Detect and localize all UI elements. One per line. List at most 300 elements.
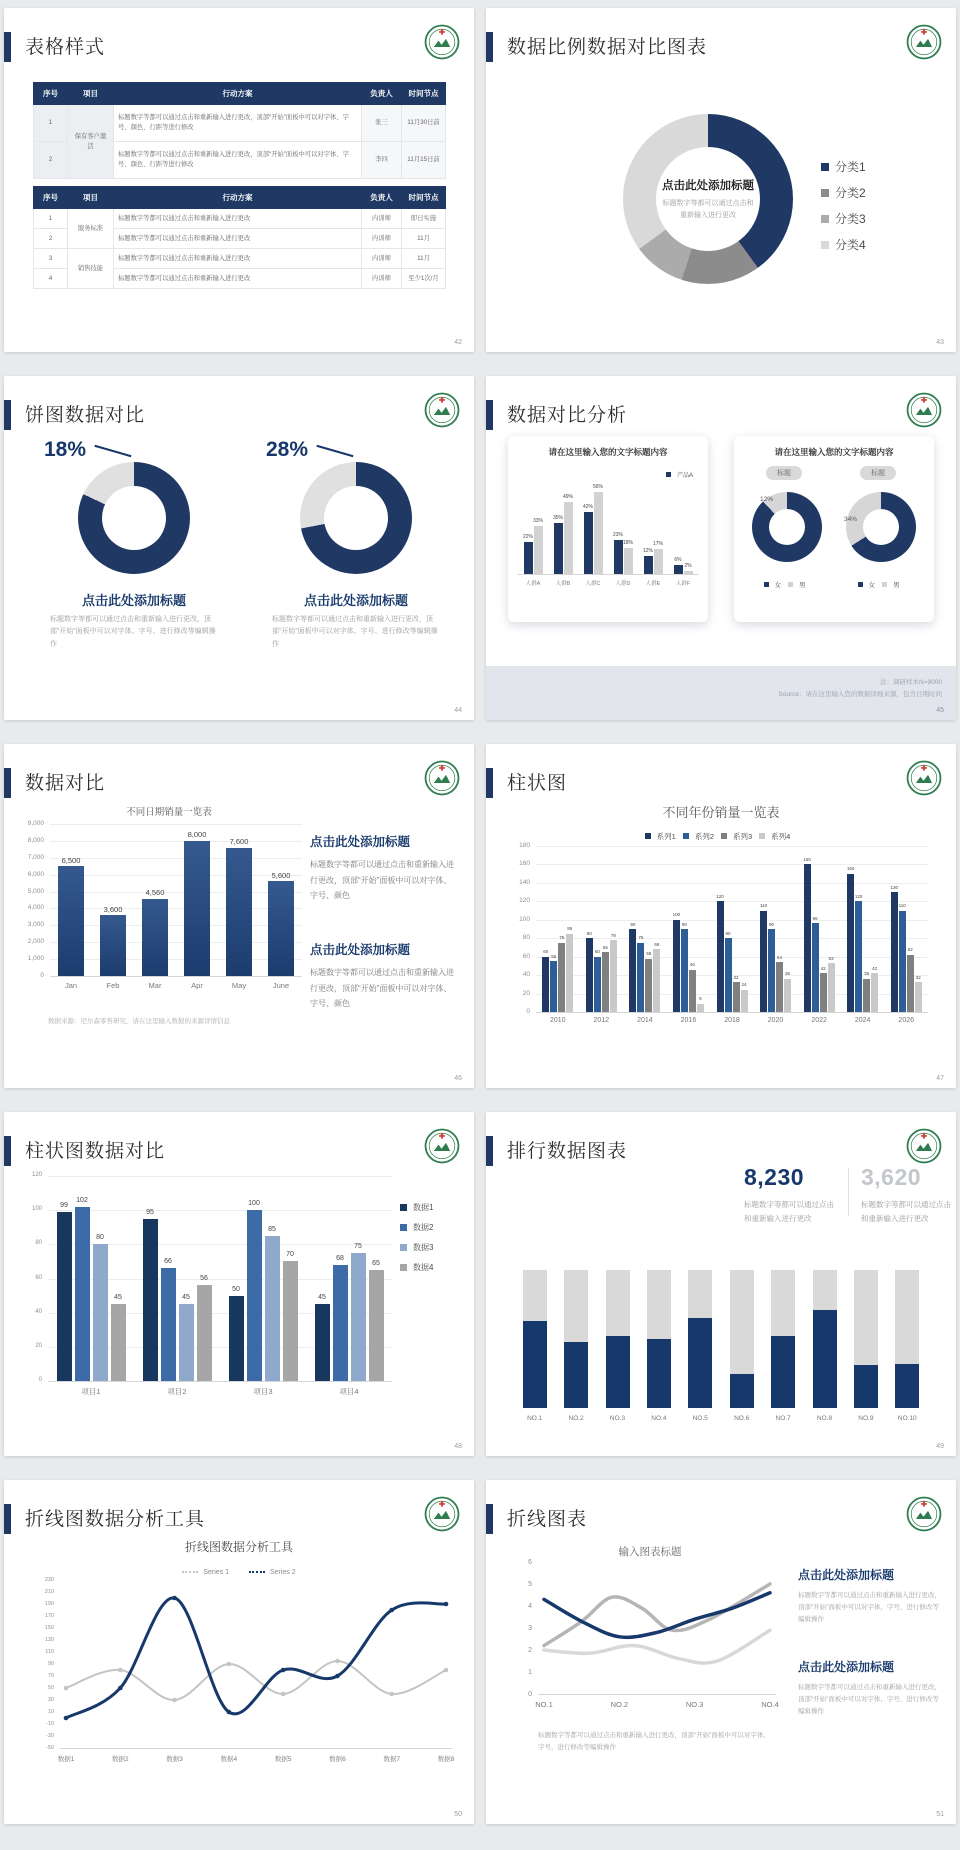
- data-point-marker: [389, 1692, 394, 1697]
- legend-item: [400, 1242, 433, 1253]
- bar: [717, 901, 724, 1012]
- action-plan-table-2: [33, 186, 446, 289]
- bar-value-label: 17%: [652, 541, 663, 548]
- line-series: [544, 1593, 770, 1638]
- cell-plan: 标题数字等都可以通过点击和重新输入进行更改，顶部“开始”面板中可以对字体、字号、颜色、行距等进行修改: [114, 142, 362, 179]
- bar-value-label: 85: [268, 1225, 276, 1233]
- bar: [229, 1296, 244, 1381]
- pct-callout-label: 18%: [44, 438, 87, 461]
- callout-line: [95, 445, 132, 457]
- bar-value-label: 50: [232, 1285, 240, 1293]
- bar-value-label: 8,000: [187, 830, 207, 840]
- note-line-1: 注：调研样本N=9000: [880, 679, 942, 686]
- donut-card: [734, 436, 934, 622]
- y-axis-label: -10: [46, 1720, 54, 1727]
- data-point-marker: [64, 1716, 69, 1721]
- legend-label: 分类1: [835, 160, 866, 174]
- bar-value-label: 80: [725, 930, 731, 936]
- bar-filled: [688, 1318, 712, 1408]
- legend-marker: [645, 833, 651, 839]
- slide-45-data-analysis[interactable]: [486, 376, 956, 720]
- page-number: 44: [454, 707, 462, 714]
- data-point-marker: [118, 1686, 123, 1691]
- bar-value-label: 65: [602, 944, 608, 950]
- gridline: [50, 959, 302, 960]
- bar: [542, 957, 549, 1012]
- slide-47-column-chart[interactable]: [486, 744, 956, 1088]
- page-number: 51: [936, 1811, 944, 1818]
- gridline: [48, 1210, 392, 1211]
- axis-baseline: [48, 1381, 392, 1382]
- bar-value-label: 78: [610, 932, 616, 938]
- bar: [610, 940, 617, 1012]
- cell-time: 11月15日前: [402, 142, 446, 179]
- column-header: 项目: [68, 187, 114, 209]
- donut-hole: [102, 486, 166, 550]
- axis-baseline: [538, 1694, 776, 1695]
- legend-item: [182, 1569, 229, 1576]
- x-axis-label: 人群E: [645, 581, 661, 587]
- x-axis-label: 人群C: [585, 581, 601, 587]
- donut-description: 标题数字等都可以通过点击和重新输入进行更改，顶部“开始”面板中可以对字体、字号、进行修改等编辑操作: [272, 616, 438, 648]
- y-axis-label: 0: [40, 972, 44, 979]
- bar-value-label: 3,600: [103, 904, 123, 914]
- page-number: 49: [936, 1443, 944, 1450]
- slide-50-line-analysis[interactable]: [4, 1480, 474, 1824]
- bar-value-label: 160: [803, 856, 811, 862]
- bar-value-label: 99: [60, 1201, 68, 1209]
- data-point-marker: [389, 1608, 394, 1613]
- bar: [681, 929, 688, 1012]
- cell-plan: 标题数字等都可以通过点击和重新输入进行更改: [114, 249, 362, 269]
- bar-value-label: 68: [654, 941, 660, 947]
- bar: [915, 982, 922, 1012]
- y-axis-label: 190: [44, 1600, 54, 1607]
- legend-label: 分类4: [835, 238, 866, 252]
- slide-title: 表格样式: [25, 37, 106, 58]
- note-line-2: Source：请在这里输入您的数据详细来源，包含日期时间: [778, 691, 942, 699]
- y-axis-label: 2: [528, 1646, 532, 1654]
- y-axis-label: 2,000: [27, 938, 44, 946]
- x-axis-label: 2016: [680, 1017, 697, 1024]
- slide-51-line-chart[interactable]: [486, 1480, 956, 1824]
- donut-caption: 点击此处添加标题: [81, 593, 186, 608]
- bar-value-label: 6,500: [61, 855, 81, 865]
- slide-42-table-style[interactable]: [4, 8, 474, 352]
- gridline: [536, 920, 928, 921]
- donut-hole: [863, 509, 899, 545]
- axis-baseline: [536, 1012, 928, 1013]
- y-axis-label: 6,000: [27, 870, 44, 878]
- y-axis-label: 100: [519, 915, 530, 923]
- stats-panel: [744, 1164, 953, 1226]
- stat-value: 3,620: [861, 1164, 922, 1190]
- bar-filled: [730, 1374, 754, 1409]
- pill-label: 标题: [766, 466, 802, 480]
- card-legend: [666, 464, 700, 488]
- bar-filled: [854, 1365, 878, 1408]
- y-axis-label: -50: [46, 1744, 54, 1751]
- bar-value-label: 7,600: [229, 837, 249, 847]
- x-axis-label: 2024: [854, 1017, 871, 1024]
- bar: [820, 973, 827, 1012]
- y-axis-label: 80: [522, 934, 530, 942]
- bar-value-label: 90: [681, 921, 687, 927]
- gridline: [536, 864, 928, 865]
- slide-46-data-compare[interactable]: [4, 744, 474, 1088]
- gridline: [536, 883, 928, 884]
- bar: [179, 1304, 194, 1381]
- block-heading: 点击此处添加标题: [798, 1660, 895, 1674]
- bar-value-label: 45: [182, 1294, 190, 1302]
- bar-value-label: 45: [318, 1294, 326, 1302]
- legend-label: 产品A: [676, 473, 693, 479]
- legend-item: [882, 580, 900, 589]
- bar-filled: [564, 1342, 588, 1408]
- bar-value-label: 18%: [622, 539, 633, 546]
- bar-value-label: 36: [864, 971, 870, 977]
- legend-marker: [666, 472, 671, 477]
- bar-value-label: 70: [286, 1251, 294, 1259]
- donut-legend: [821, 158, 873, 262]
- legend-item: [400, 1222, 433, 1233]
- slide-title: 折线图表: [507, 1509, 588, 1530]
- x-axis-label: NO.7: [775, 1415, 791, 1422]
- donut-segment-label: 12%: [760, 496, 774, 503]
- title-accent-bar: [486, 1504, 493, 1534]
- cell-no: 2: [34, 229, 68, 249]
- data-point-marker: [281, 1692, 286, 1697]
- legend-item: [759, 831, 790, 842]
- x-axis-label: NO.3: [685, 1700, 704, 1709]
- x-axis-label: 2010: [549, 1017, 566, 1024]
- bar-value-label: 130: [890, 884, 898, 890]
- y-axis-label: 160: [519, 860, 530, 868]
- gridline: [536, 938, 928, 939]
- bar-value-label: 75: [638, 935, 644, 941]
- block-body: 标题数字等都可以通过点击和重新输入进行更改，顶部“开始”面板中可以对字体、字号，进行修改等编辑操作: [798, 1684, 941, 1716]
- cell-owner: 内训师: [362, 209, 402, 229]
- x-axis-label: 数据3: [166, 1756, 183, 1763]
- x-axis-label: 数据2: [111, 1756, 129, 1763]
- bar-value-label: 42%: [582, 504, 593, 511]
- legend-label: 男: [893, 582, 900, 589]
- bar: [197, 1285, 212, 1381]
- title-accent-bar: [4, 1504, 11, 1534]
- y-axis-label: 120: [31, 1172, 42, 1178]
- x-axis-label: 人群A: [525, 581, 541, 587]
- donut-chart-left: [78, 462, 190, 574]
- data-point-marker: [335, 1659, 340, 1664]
- legend-label: 女: [774, 582, 781, 589]
- y-axis-label: 4: [528, 1602, 532, 1610]
- bar: [333, 1265, 348, 1381]
- legend-marker: [788, 582, 793, 587]
- bar: [689, 970, 696, 1012]
- gridline: [50, 925, 302, 926]
- y-axis-label: 8,000: [27, 836, 44, 844]
- bar-filled: [523, 1321, 547, 1408]
- slide-title: 饼图数据对比: [25, 405, 146, 426]
- x-axis-label: 2014: [637, 1017, 653, 1024]
- column-header: 负责人: [362, 83, 402, 105]
- gridline: [50, 908, 302, 909]
- org-logo: [906, 760, 942, 796]
- slide-44-pie-compare[interactable]: [4, 376, 474, 720]
- cell-plan: 标题数字等都可以通过点击和重新输入进行更改，顶部“开始”面板中可以对字体、字号、颜色、行距等进行修改: [114, 105, 362, 142]
- donut-chart: [623, 114, 793, 284]
- gender-legend: [756, 574, 820, 598]
- legend-marker: [764, 582, 769, 587]
- bar-value-label: 120: [854, 893, 863, 899]
- page-number: 48: [454, 1443, 462, 1450]
- slide-title: 数据对比分析: [507, 405, 628, 426]
- stat-value: 8,230: [744, 1164, 805, 1190]
- chart-title: 不同日期销量一览表: [126, 807, 212, 818]
- x-axis-label: 2020: [767, 1017, 784, 1024]
- org-logo: [906, 392, 942, 428]
- bar-card: [508, 436, 708, 622]
- y-axis-label: 0: [526, 1008, 530, 1015]
- x-axis-label: 数据7: [383, 1756, 401, 1763]
- x-axis-label: June: [272, 981, 290, 990]
- source-note-band: [486, 666, 956, 720]
- block-body: 标题数字等都可以通过点击和重新输入进行更改，顶部“开始”面板中可以对字体、字号、颜色: [310, 860, 454, 901]
- bar-filled: [895, 1364, 919, 1408]
- bar: [161, 1268, 176, 1381]
- table-header-row: [34, 83, 446, 105]
- gridline: [48, 1176, 392, 1177]
- table-header-row: [34, 187, 446, 209]
- bar-value-label: 45: [114, 1294, 122, 1302]
- y-axis-label: 50: [47, 1684, 54, 1691]
- column-header: 序号: [34, 187, 68, 209]
- bar: [776, 962, 783, 1012]
- cell-project: 销售技能: [68, 249, 114, 289]
- y-axis-label: 3: [528, 1624, 532, 1632]
- cell-project: 服务标准: [68, 209, 114, 249]
- legend-item: [821, 210, 866, 227]
- bar-value-label: 12%: [642, 548, 653, 555]
- x-axis-label: NO.4: [651, 1415, 667, 1422]
- legend-label: 数据3: [413, 1243, 434, 1252]
- cell-owner: 内训师: [362, 269, 402, 289]
- org-logo-icon: [424, 392, 460, 428]
- gridline: [50, 942, 302, 943]
- page-number: 45: [936, 707, 944, 714]
- org-logo: [424, 24, 460, 60]
- bar: [351, 1253, 366, 1381]
- bar-value-label: 33%: [532, 517, 543, 524]
- data-point-marker: [335, 1674, 340, 1679]
- bar-value-label: 36: [785, 971, 791, 977]
- axis-baseline: [60, 1748, 452, 1749]
- column-header: 时间节点: [402, 83, 446, 105]
- cell-no: 1: [34, 105, 68, 142]
- title-accent-bar: [4, 768, 11, 798]
- bar-value-label: 65: [372, 1259, 380, 1267]
- line-plot-canvas: [538, 1562, 776, 1694]
- org-logo-icon: [424, 760, 460, 796]
- legend-marker: [821, 215, 829, 223]
- data-point-marker: [64, 1686, 69, 1691]
- org-logo: [424, 760, 460, 796]
- stat-description: 标题数字等都可以通过点击和重新输入进行更改: [861, 1200, 951, 1223]
- x-axis-label: 数据5: [274, 1756, 292, 1763]
- title-accent-bar: [486, 768, 493, 798]
- page-number: 43: [936, 339, 944, 346]
- slide-49-ranking-chart[interactable]: [486, 1112, 956, 1456]
- x-axis-label: 项目2: [167, 1387, 187, 1396]
- y-axis-label: 1: [528, 1668, 532, 1676]
- legend-item: [764, 580, 782, 589]
- x-axis-label: NO.8: [816, 1415, 833, 1422]
- donut-hole: [324, 486, 388, 550]
- bar: [524, 542, 533, 574]
- org-logo-icon: [906, 760, 942, 796]
- page-number: 50: [454, 1811, 462, 1818]
- bar-filled: [606, 1336, 630, 1408]
- legend-label: 分类2: [835, 186, 866, 200]
- bar-value-label: 42: [872, 965, 878, 971]
- bar-value-label: 100: [672, 912, 681, 918]
- cell-owner: 张三: [362, 105, 402, 142]
- x-axis-label: 项目4: [339, 1387, 359, 1396]
- pct-callout-label: 28%: [266, 438, 309, 461]
- x-axis-label: NO.6: [734, 1415, 750, 1422]
- page-number: 42: [454, 339, 462, 346]
- cell-time: 至少1次/月: [402, 269, 446, 289]
- bar: [184, 841, 210, 976]
- y-axis-label: 20: [522, 989, 530, 997]
- bar: [624, 548, 633, 574]
- bar-value-label: 60: [594, 949, 600, 955]
- x-axis-label: NO.10: [897, 1415, 917, 1422]
- bar-value-label: 80: [586, 930, 592, 936]
- source-note: [778, 677, 942, 702]
- x-axis-label: 数据4: [220, 1756, 238, 1763]
- y-axis-label: 40: [35, 1308, 42, 1315]
- org-logo-icon: [424, 24, 460, 60]
- org-logo-icon: [424, 1496, 460, 1532]
- x-axis-label: NO.2: [568, 1415, 584, 1422]
- bar-value-label: 6%: [674, 557, 682, 564]
- bar-value-label: 32: [915, 974, 921, 980]
- org-logo: [424, 1496, 460, 1532]
- data-point-marker: [227, 1710, 232, 1715]
- text-block-1: [310, 832, 458, 904]
- data-point-marker: [444, 1668, 449, 1673]
- column-header: 行动方案: [114, 83, 362, 105]
- bar-value-label: 49%: [562, 494, 573, 501]
- donut-segment-label: 34%: [844, 516, 858, 523]
- bar: [57, 1212, 72, 1381]
- line-series: [66, 1598, 446, 1718]
- slide-48-grouped-bars[interactable]: [4, 1112, 474, 1456]
- bar-value-label: 60: [543, 949, 549, 955]
- bar: [602, 952, 609, 1012]
- y-axis-label: 7,000: [27, 853, 44, 861]
- column-header: 行动方案: [114, 187, 362, 209]
- x-axis-label: NO.1: [527, 1415, 543, 1422]
- y-axis-label: 210: [44, 1588, 54, 1595]
- column-header: 项目: [68, 83, 114, 105]
- gender-donut-1: [752, 492, 822, 562]
- cell-time: 11月30日前: [402, 105, 446, 142]
- bar-value-label: 110: [759, 903, 768, 909]
- donut-hole: [656, 147, 760, 251]
- org-logo: [906, 1128, 942, 1164]
- bar: [283, 1261, 298, 1381]
- chart-legend: [400, 1202, 440, 1282]
- bar-value-label: 62: [907, 947, 913, 953]
- line-series: [66, 1661, 446, 1700]
- gender-legend: [850, 574, 914, 598]
- data-point-marker: [444, 1602, 449, 1607]
- y-axis-label: 60: [522, 952, 530, 960]
- y-axis-label: 130: [44, 1636, 54, 1643]
- title-accent-bar: [486, 32, 493, 62]
- line-series: [544, 1630, 770, 1663]
- x-axis-label: May: [231, 981, 247, 990]
- x-axis-label: Mar: [148, 981, 162, 990]
- callout-line: [317, 445, 354, 457]
- bar: [142, 899, 168, 976]
- bar: [899, 911, 906, 1012]
- bar: [111, 1304, 126, 1381]
- stats-divider: [848, 1168, 849, 1216]
- bar: [697, 1004, 704, 1012]
- bar-value-label: 75: [559, 935, 565, 941]
- y-axis-label: 6: [528, 1558, 532, 1566]
- bar: [768, 929, 775, 1012]
- chart-legend: [4, 1560, 474, 1578]
- cell-time: 11月: [402, 229, 446, 249]
- bar-value-label: 56%: [592, 483, 603, 490]
- title-accent-bar: [4, 1136, 11, 1166]
- legend-item: [249, 1569, 296, 1576]
- legend-item: [400, 1202, 433, 1213]
- bar: [594, 957, 601, 1012]
- y-axis-label: 110: [45, 1648, 54, 1655]
- legend-marker: [882, 582, 887, 587]
- gridline: [536, 846, 928, 847]
- cell-no: 2: [34, 142, 68, 179]
- bar: [828, 963, 835, 1012]
- bar-value-label: 96: [812, 915, 818, 921]
- cell-time: 即日实施: [402, 209, 446, 229]
- bar: [855, 901, 862, 1012]
- cell-time: 11月: [402, 249, 446, 269]
- y-axis-label: 120: [519, 897, 530, 905]
- bar-value-label: 85: [567, 926, 573, 932]
- donut-chart-right: [300, 462, 412, 574]
- slide-43-donut-ratio[interactable]: [486, 8, 956, 352]
- x-axis-label: 2012: [593, 1017, 610, 1024]
- block-body: 标题数字等都可以通过点击和重新输入进行更改，顶部“开始”面板中可以对字体、字号，进行修改等编辑操作: [798, 1592, 941, 1624]
- chart-title: 输入图表标题: [618, 1546, 682, 1558]
- legend-label: 数据4: [413, 1263, 434, 1272]
- data-source-note: 数据来源：尼尔森零售研究，请在这里输入数据的来源详情信息: [48, 1018, 230, 1025]
- y-axis-label: 3,000: [27, 921, 44, 929]
- y-axis-label: 20: [35, 1342, 42, 1349]
- bar-value-label: 66: [164, 1258, 172, 1266]
- x-axis-label: 人群D: [615, 581, 631, 587]
- x-axis-label: 人群B: [555, 581, 571, 587]
- bar-value-label: 2%: [684, 563, 692, 570]
- bar-value-label: 24: [741, 982, 747, 988]
- bar: [566, 934, 573, 1012]
